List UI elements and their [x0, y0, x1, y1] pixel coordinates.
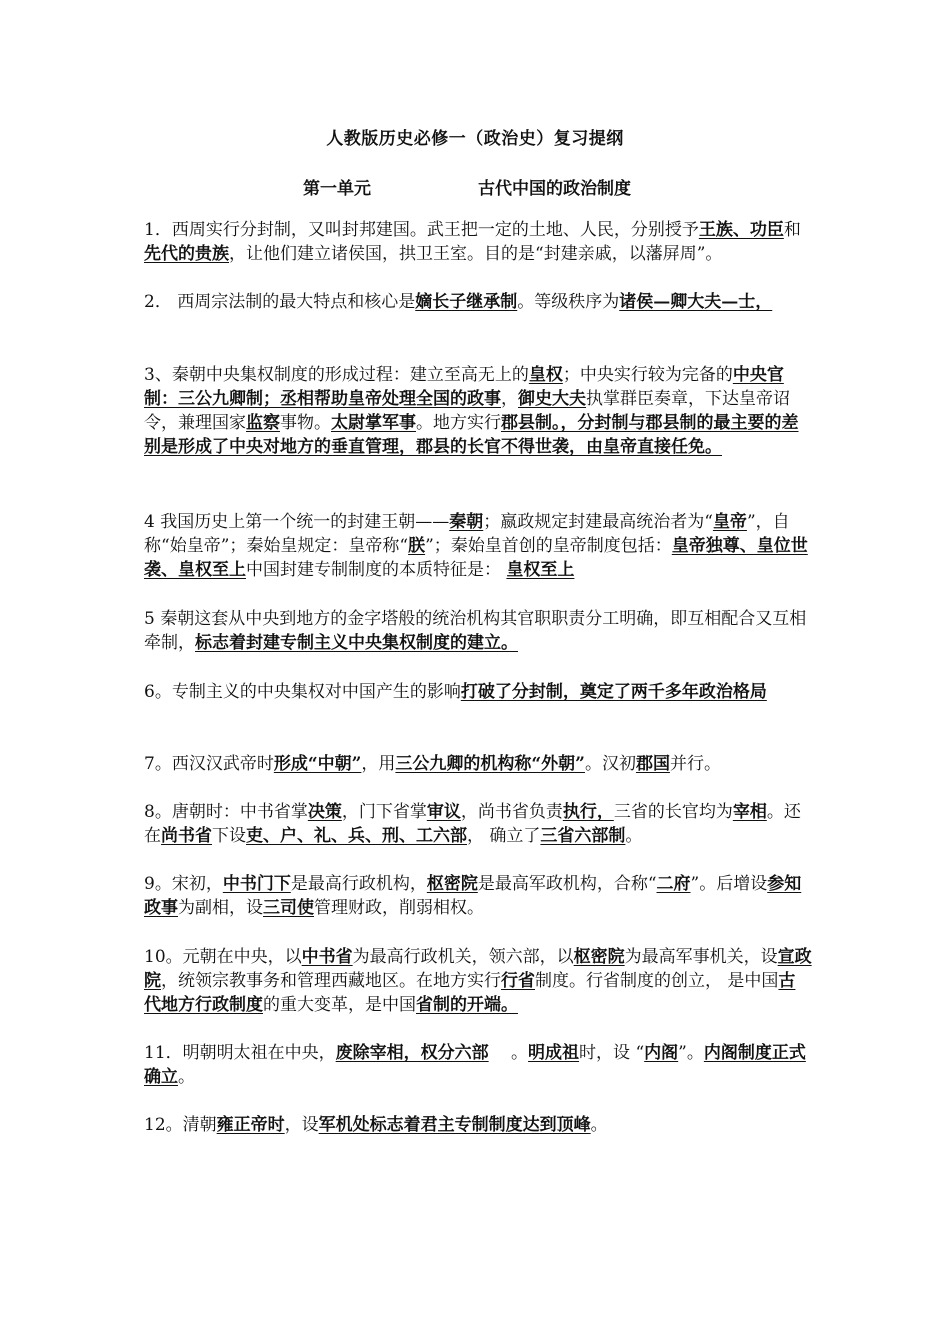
body-text: 10。元朝在中央，以 — [144, 947, 302, 967]
body-text: 事物。 — [280, 413, 331, 433]
body-text: 是最高行政机构， — [290, 874, 427, 894]
key-term: 审议 — [426, 802, 461, 822]
body-text: 9。宋初， — [144, 874, 223, 894]
key-term: 军机处标志着君主专制制度达到顶峰 — [318, 1115, 591, 1135]
key-term: 秦朝 — [449, 512, 484, 532]
body-text: 为副相，设 — [178, 898, 263, 918]
body-text: 8。唐朝时：中书省掌 — [144, 802, 308, 822]
body-text: 是最高军政机构，合称“ — [477, 874, 657, 894]
paragraph-8 — [144, 800, 812, 848]
unit-label: 第一单元 — [303, 179, 371, 199]
body-text: 为最高军事机关，设 — [624, 947, 778, 967]
paragraph-1 — [144, 218, 812, 266]
key-term: 朕 — [408, 536, 426, 556]
key-term: 明成祖 — [528, 1043, 580, 1063]
key-term: 内阁制度正式确立 — [144, 1043, 806, 1087]
key-term: 雍正帝时 — [216, 1115, 285, 1135]
body-text: 执掌群臣奏章，下达皇帝诏令，兼理国家 — [144, 389, 790, 433]
body-text: ；中央实行较为完备的 — [562, 365, 733, 385]
key-term: 枢密院 — [573, 947, 625, 967]
body-text: 时，设 “ — [579, 1043, 645, 1063]
body-text: ， — [501, 389, 518, 409]
key-term: 王族、功臣 — [698, 220, 784, 240]
key-term: 太尉掌军事 — [331, 413, 416, 433]
key-term: 宣政院 — [144, 947, 812, 991]
paragraph-9 — [144, 872, 812, 920]
paragraph-3 — [144, 363, 812, 459]
body-text: 6。专制主义的中央集权对中国产生的影响 — [144, 682, 461, 702]
key-term: 形成“中朝” — [273, 754, 362, 774]
key-term: 三省六部制 — [540, 826, 626, 846]
body-text: ”。后增设 — [690, 874, 768, 894]
body-text: 。等级秩序为 — [517, 292, 620, 312]
key-term: 二府 — [656, 874, 691, 894]
body-text: 1．西周实行分封制，又叫封邦建国。武王把一定的土地、人民，分别授予 — [144, 220, 699, 240]
body-text: ”。 — [678, 1043, 704, 1063]
paragraph-10 — [144, 945, 812, 1017]
key-term: 行省 — [501, 971, 535, 991]
body-text: 中国封建专制制度的本质特征是： — [246, 560, 507, 580]
key-term: 吏、户、礼、兵、刑、工六部 — [246, 826, 467, 846]
body-text: 。 — [488, 1043, 529, 1063]
key-term: 决策 — [307, 802, 342, 822]
body-text: 。还在 — [144, 802, 801, 846]
body-text: 制度。行省制度的创立， 是中国 — [535, 971, 779, 991]
body-text: 。 — [590, 1115, 608, 1135]
body-text: ；嬴政规定封建最高统治者为“ — [483, 512, 713, 532]
paragraph-5 — [144, 607, 812, 655]
paragraph-2 — [144, 290, 812, 314]
key-term: 御史大夫 — [518, 389, 586, 409]
body-text: 。 — [178, 1067, 195, 1087]
body-text: 3、秦朝中央集权制度的形成过程：建立至高无上的 — [144, 365, 529, 385]
key-term: 郡国 — [635, 754, 670, 774]
body-text: ，让他们建立诸侯国，拱卫王室。目的是“封建亲戚，以藩屏周”。 — [229, 244, 723, 264]
body-text: 为最高行政机关，领六部，以 — [352, 947, 574, 967]
paragraph-4 — [144, 510, 812, 582]
paragraph-12 — [144, 1113, 812, 1137]
body-text: 下设 — [212, 826, 246, 846]
body-text: ， 确立了 — [467, 826, 541, 846]
key-term: 皇权至上 — [506, 560, 575, 580]
body-text: 7。西汉汉武帝时 — [144, 754, 274, 774]
page-title: 人教版历史必修一（政治史）复习提纲 — [326, 129, 624, 149]
paragraph-6 — [144, 680, 812, 704]
body-text: 。汉初 — [584, 754, 636, 774]
body-text: ”，自称“始皇帝”；秦始皇规定：皇帝称“ — [144, 512, 790, 556]
key-term: 郡县制。，分封制与郡县制的最主要的差别是形成了中央对地方的垂直管理，郡县的长官不得世袭，由皇帝直接任免。 — [144, 413, 799, 457]
body-text: 并行。 — [669, 754, 721, 774]
key-term: 宰相 — [732, 802, 767, 822]
key-term: 三公九卿的机构称“外朝” — [395, 754, 585, 774]
key-term: 古代地方行政制度 — [144, 971, 796, 1015]
body-text: 和 — [783, 220, 801, 240]
key-term: 嫡长子继承制 — [415, 292, 518, 312]
body-text: 2． 西周宗法制的最大特点和核心是 — [144, 292, 416, 312]
key-term: 省制的开端。 — [416, 995, 518, 1015]
key-term: 皇权 — [528, 365, 563, 385]
key-term: 中央官制：三公九卿制；丞相帮助皇帝处理全国的政事 — [144, 365, 784, 409]
key-term: 内阁 — [644, 1043, 679, 1063]
body-text: ，用 — [361, 754, 396, 774]
body-text: 4 我国历史上第一个统一的封建王朝—— — [144, 512, 450, 532]
key-term: 尚书省 — [161, 826, 212, 846]
body-text: ，设 — [284, 1115, 319, 1135]
body-text: 三省的长官均为 — [613, 802, 733, 822]
body-text: 5 秦朝这套从中央到地方的金字塔般的统治机构其官职职责分工明确，即互相配合又互相牵制， — [144, 609, 807, 653]
key-term: 废除宰相，权分六部 — [335, 1043, 489, 1063]
body-text: 的重大变革，是中国 — [263, 995, 416, 1015]
body-text: 管理财政，削弱相权。 — [314, 898, 484, 918]
key-term: 打破了分封制，奠定了两千多年政治格局 — [460, 682, 767, 702]
key-term: 中书门下 — [222, 874, 291, 894]
key-term: 皇帝独尊、皇位世袭、皇权至上 — [144, 536, 808, 580]
key-term: 中书省 — [301, 947, 353, 967]
key-term: 诸侯—卿大夫—士， — [619, 292, 773, 312]
key-term: 三司使 — [263, 898, 314, 918]
key-term: 参知政事 — [144, 874, 802, 918]
unit-title: 古代中国的政治制度 — [478, 179, 631, 199]
body-text: 。地方实行 — [416, 413, 501, 433]
key-term: 先代的贵族 — [144, 244, 229, 264]
body-text: ，统领宗教事务和管理西藏地区。在地方实行 — [161, 971, 501, 991]
body-text: ，尚书省负责 — [460, 802, 563, 822]
body-text: 12。清朝 — [144, 1115, 217, 1135]
key-term: 标志着封建专制主义中央集权制度的建立。 — [195, 633, 518, 653]
body-text: 。 — [625, 826, 643, 846]
paragraph-7 — [144, 752, 812, 776]
key-term: 执行， — [562, 802, 614, 822]
key-term: 枢密院 — [426, 874, 478, 894]
body-text: ”；秦始皇首创的皇帝制度包括： — [425, 536, 672, 556]
body-text: 11．明朝明太祖在中央， — [144, 1043, 336, 1063]
key-term: 监察 — [246, 413, 280, 433]
paragraph-11 — [144, 1041, 812, 1089]
body-text: ，门下省掌 — [341, 802, 427, 822]
key-term: 皇帝 — [712, 512, 747, 532]
